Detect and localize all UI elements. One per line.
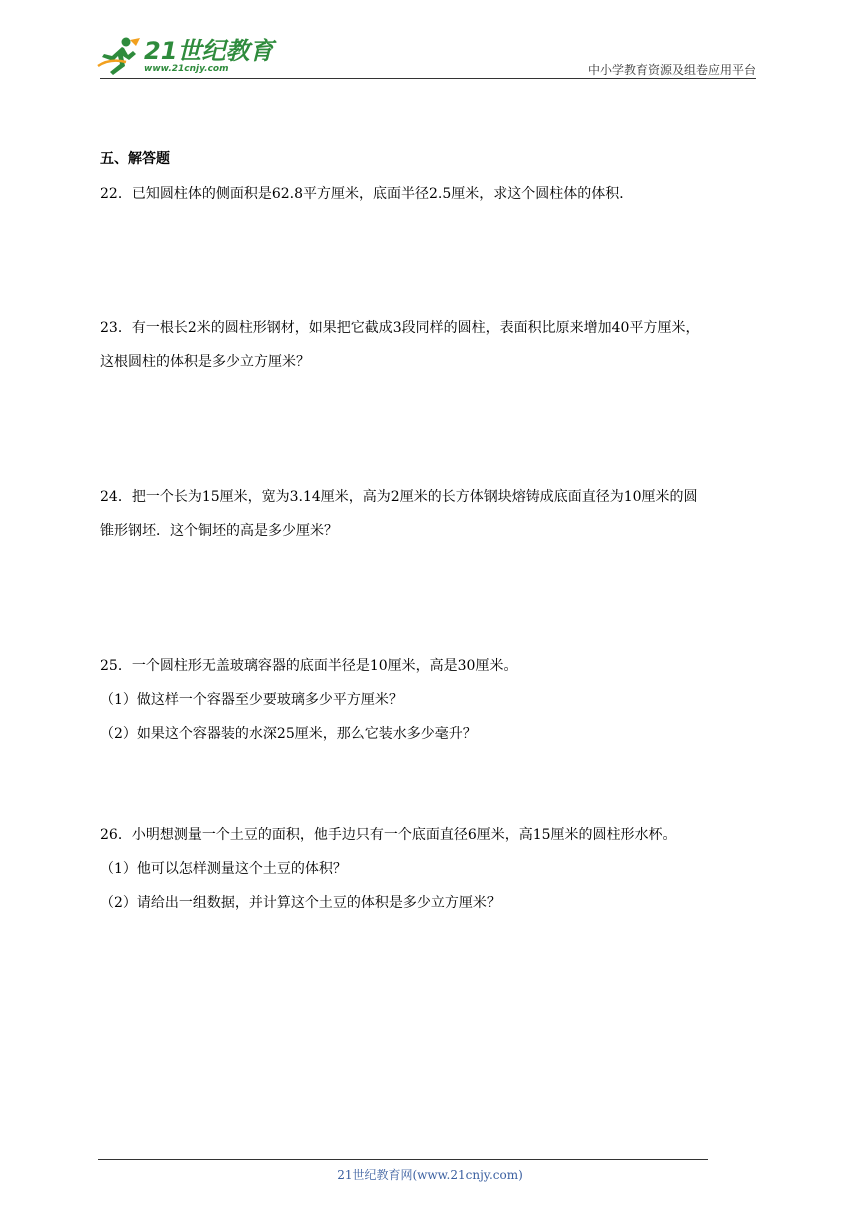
question-text-line2: 这根圆柱的体积是多少立方厘米？	[100, 354, 310, 370]
sub-question-1: （1）他可以怎样测量这个土豆的体积？	[100, 861, 347, 877]
footer-divider	[98, 1159, 708, 1160]
header-divider	[100, 78, 756, 79]
runner-logo-icon	[96, 36, 142, 76]
question-text-line1: 24．把一个长为15厘米，宽为3.14厘米，高为2厘米的长方体钢块熔铸成底面直径为10厘米的圆	[100, 489, 698, 505]
question-text-line1: 23．有一根长2米的圆柱形钢材，如果把它截成3段同样的圆柱，表面积比原来增加40平方厘米，	[100, 320, 700, 336]
sub-question-2: （2）请给出一组数据，并计算这个土豆的体积是多少立方厘米？	[100, 895, 501, 911]
sub-question-1: （1）做这样一个容器至少要玻璃多少平方厘米？	[100, 692, 403, 708]
platform-name: 中小学教育资源及组卷应用平台	[587, 63, 756, 77]
sub-question-2: （2）如果这个容器装的水深25厘米，那么它装水多少毫升？	[100, 726, 477, 742]
worksheet-content	[100, 148, 760, 911]
question-24	[100, 481, 760, 547]
section-title: 五、解答题	[100, 151, 170, 167]
question-text: 26．小明想测量一个土豆的面积，他手边只有一个底面直径6厘米，高15厘米的圆柱形水杯。	[100, 827, 677, 843]
logo-text: 21世纪教育	[144, 37, 274, 65]
question-text: 25．一个圆柱形无盖玻璃容器的底面半径是10厘米，高是30厘米。	[100, 658, 518, 674]
page-header	[0, 0, 860, 80]
site-logo	[96, 36, 274, 76]
question-text-line2: 锥形钢坯．这个铜坯的高是多少厘米？	[100, 523, 338, 539]
question-23	[100, 312, 760, 378]
question-22	[100, 178, 760, 210]
logo-url: www.21cnjy.com	[144, 64, 229, 74]
footer-link[interactable]: 21世纪教育网(www.21cnjy.com)	[337, 1168, 523, 1182]
question-text: 22．已知圆柱体的侧面积是62.8平方厘米，底面半径2.5厘米，求这个圆柱体的体积．	[100, 186, 634, 202]
question-25	[100, 650, 760, 750]
question-26	[100, 819, 760, 919]
